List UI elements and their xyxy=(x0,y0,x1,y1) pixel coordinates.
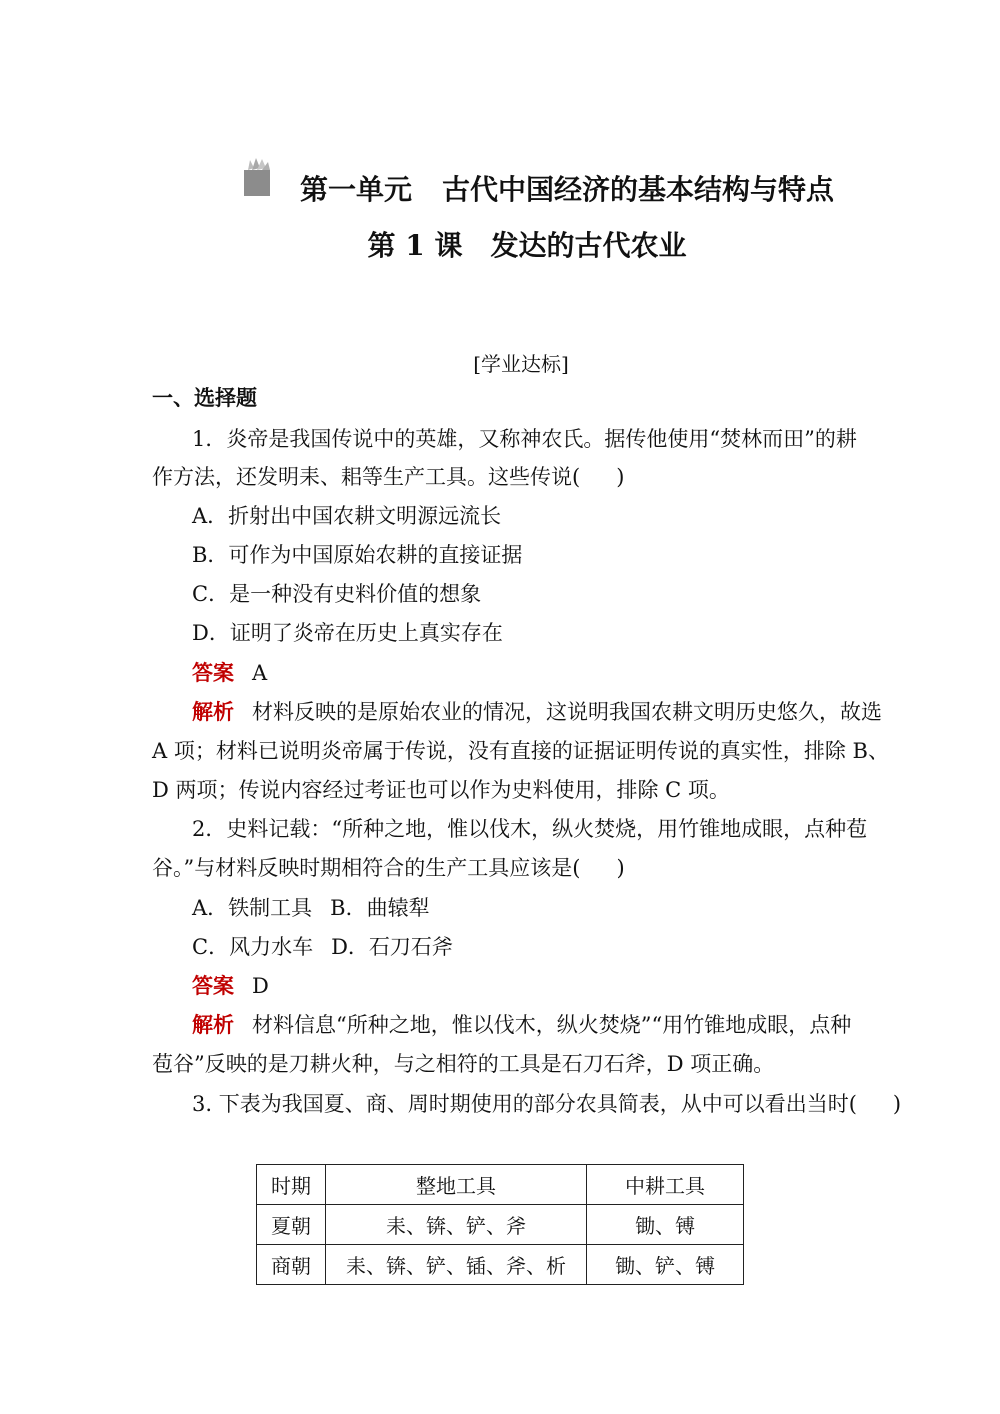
unit-title xyxy=(300,168,834,208)
lesson-title xyxy=(0,224,1000,264)
table-row xyxy=(257,1205,744,1245)
answer-label: 答案 xyxy=(192,973,234,998)
answer-label: 答案 xyxy=(192,660,234,685)
q3-stem-text: 3. 下表为我国夏、商、周时期使用的部分农具简表，从中可以看出当时( xyxy=(192,1092,857,1116)
q3-stem xyxy=(192,1090,901,1118)
table-header-row xyxy=(257,1165,744,1205)
table-row xyxy=(257,1245,744,1285)
q2-analysis-line1 xyxy=(192,1011,851,1039)
farm-tools-table xyxy=(256,1164,744,1285)
book-icon xyxy=(242,156,274,198)
section-tag: [学业达标] xyxy=(473,352,569,376)
q1-option-d: D．证明了炎帝在历史上真实存在 xyxy=(192,621,503,645)
q1-stem-line2 xyxy=(152,463,624,491)
q1-option-c: C．是一种没有史料价值的想象 xyxy=(192,582,482,606)
table-cell: 商朝 xyxy=(257,1245,326,1285)
q1-analysis-line3: D 两项；传说内容经过考证也可以作为史料使用，排除 C 项。 xyxy=(152,778,730,802)
q1-stem-line1: 1．炎帝是我国传说中的英雄，又称神农氏。据传他使用“焚林而田”的耕 xyxy=(192,427,857,451)
analysis-text: 材料信息“所种之地，惟以伐木，纵火焚烧”“用竹锥地成眼，点种 xyxy=(252,1013,852,1037)
table-cell: 耒、锛、铲、斧 xyxy=(326,1205,587,1245)
table-header-cell: 中耕工具 xyxy=(587,1165,744,1205)
part-heading: 一、选择题 xyxy=(152,385,257,410)
table-cell: 耒、锛、铲、锸、斧、析 xyxy=(326,1245,587,1285)
q2-stem-text: 谷。”与材料反映时期相符合的生产工具应该是( xyxy=(152,856,581,880)
q2-answer xyxy=(192,972,269,1000)
analysis-label: 解析 xyxy=(192,1012,234,1037)
table-header-cell: 时期 xyxy=(257,1165,326,1205)
table-cell: 锄、铲、镈 xyxy=(587,1245,744,1285)
q2-paren-close: ) xyxy=(616,856,625,880)
analysis-text: 材料反映的是原始农业的情况，这说明我国农耕文明历史悠久，故选 xyxy=(252,700,882,724)
q2-stem-line2 xyxy=(152,854,625,882)
q2-options-row2 xyxy=(192,933,453,961)
table-header-cell: 整地工具 xyxy=(326,1165,587,1205)
q2-option-d: D．石刀石斧 xyxy=(331,935,453,959)
q1-answer xyxy=(192,659,267,687)
unit-number: 第一单元 xyxy=(300,173,413,206)
answer-value: A xyxy=(252,661,268,685)
q2-option-a: A．铁制工具 xyxy=(192,896,313,920)
q2-options-row1 xyxy=(192,894,430,922)
q1-option-a: A．折射出中国农耕文明源远流长 xyxy=(192,504,502,528)
analysis-label: 解析 xyxy=(192,699,234,724)
q1-analysis-line2: A 项；材料已说明炎帝属于传说，没有直接的证据证明传说的真实性，排除 B、 xyxy=(152,739,889,763)
q3-paren-close: ) xyxy=(892,1092,902,1116)
lesson-name: 发达的古代农业 xyxy=(490,229,687,262)
q2-stem-line1: 2．史料记载：“所种之地，惟以伐木，纵火焚烧，用竹锥地成眼，点种苞 xyxy=(192,817,868,841)
q2-analysis-line2: 苞谷”反映的是刀耕火种，与之相符的工具是石刀石斧，D 项正确。 xyxy=(152,1052,775,1076)
q1-option-b: B．可作为中国原始农耕的直接证据 xyxy=(192,543,523,567)
q2-option-b: B．曲辕犁 xyxy=(330,896,430,920)
unit-subtitle: 古代中国经济的基本结构与特点 xyxy=(442,173,835,206)
lesson-number: 第 1 课 xyxy=(367,229,463,262)
q1-stem-text: 作方法，还发明耒、耜等生产工具。这些传说( xyxy=(152,465,581,489)
q2-option-c: C．风力水车 xyxy=(192,935,314,959)
answer-value: D xyxy=(252,974,269,998)
q1-paren-close: ) xyxy=(616,465,625,489)
table-cell: 夏朝 xyxy=(257,1205,326,1245)
table-cell: 锄、镈 xyxy=(587,1205,744,1245)
q1-analysis-line1 xyxy=(192,698,882,726)
